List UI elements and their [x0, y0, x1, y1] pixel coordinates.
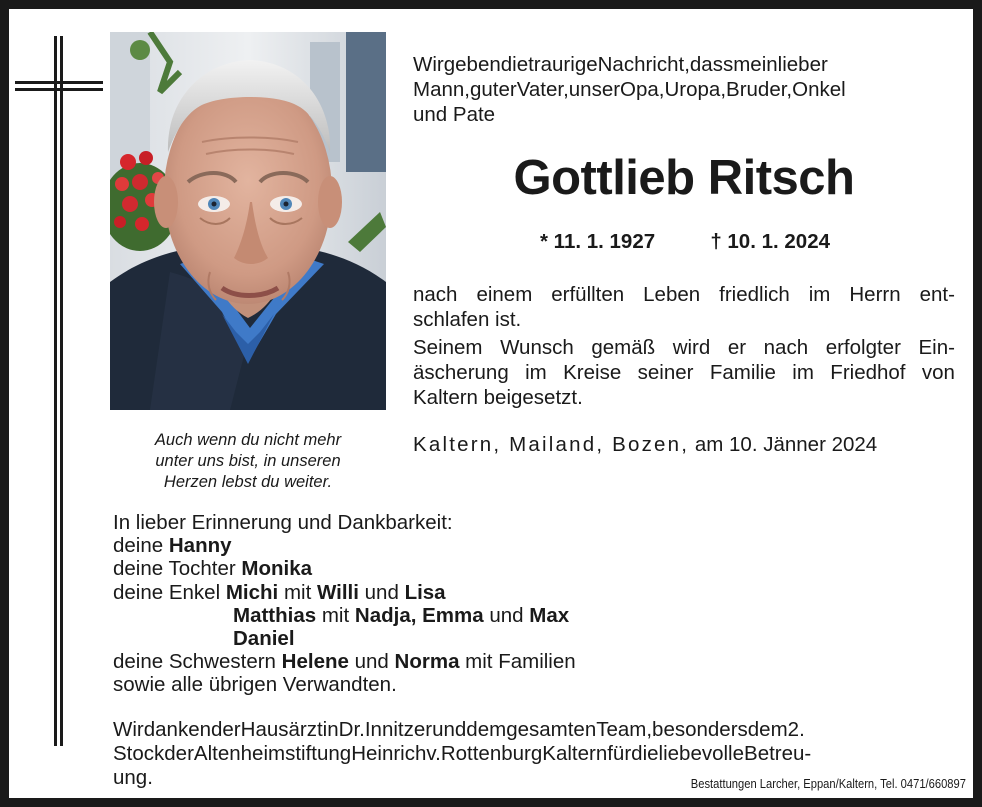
quote-line: Auch wenn du nicht mehr	[154, 431, 342, 449]
place-and-date	[413, 432, 955, 458]
mourner-line: deine Hanny	[113, 534, 232, 558]
text-line: nach einem erfüllten Leben friedlich im Herrn ent-	[413, 283, 955, 306]
undertaker-credit: Bestattungen Larcher, Eppan/Kaltern, Tel. 0471/660897	[690, 776, 966, 791]
mourner-line: deine Enkel Michi mit Willi und Lisa	[113, 580, 446, 604]
mourner-line: deine Tochter Monika	[113, 557, 313, 581]
portrait-photo	[110, 32, 386, 410]
text-line: schlafen ist.	[413, 308, 522, 331]
passing-text	[413, 282, 955, 332]
burial-text	[413, 335, 955, 410]
text-line: Mann,guterVater,unserOpa,Uropa,Bruder,Onkel	[413, 78, 846, 101]
mourner-line: sowie alle übrigen Verwandten.	[113, 673, 397, 697]
text-line: StockderAltenheimstiftungHeinrichv.RottenburgKalternfürdieliebevolleBetreu-	[113, 742, 812, 765]
text-line: Seinem Wunsch gemäß wird er nach erfolgter Ein-	[413, 336, 955, 359]
announcement-date: am 10. Jänner 2024	[694, 433, 878, 456]
mourner-line: Daniel	[233, 627, 295, 651]
text-line: WirgebendietraurigeNachricht,dassmeinlieber	[413, 53, 828, 76]
life-dates	[540, 229, 830, 255]
place-names: Kaltern, Mailand, Bozen,	[413, 433, 690, 456]
mourner-line: deine Schwestern Helene und Norma mit Familien	[113, 650, 576, 674]
text-line: ung.	[113, 766, 153, 789]
birth-date: * 11. 1. 1927	[540, 230, 656, 253]
quote-line: Herzen lebst du weiter.	[163, 473, 333, 491]
text-line: äscherung im Kreise seiner Familie im Friedhof von	[413, 361, 955, 384]
mourner-line: Matthias mit Nadja, Emma und Max	[233, 603, 570, 627]
text-line: WirdankenderHausärztinDr.InnitzerunddemgesamtenTeam,besondersdem2.	[113, 718, 805, 741]
quote-line: unter uns bist, in unseren	[155, 452, 341, 470]
text-line: und Pate	[413, 103, 496, 126]
mourners-list	[113, 511, 673, 697]
deceased-name: Gottlieb Ritsch	[513, 151, 855, 205]
announcement-text	[413, 52, 955, 127]
text-line: Kaltern beigesetzt.	[413, 386, 583, 409]
death-date: † 10. 1. 2024	[710, 230, 830, 253]
memorial-quote	[120, 430, 376, 493]
mourners-heading: In lieber Erinnerung und Dankbarkeit:	[113, 511, 453, 534]
